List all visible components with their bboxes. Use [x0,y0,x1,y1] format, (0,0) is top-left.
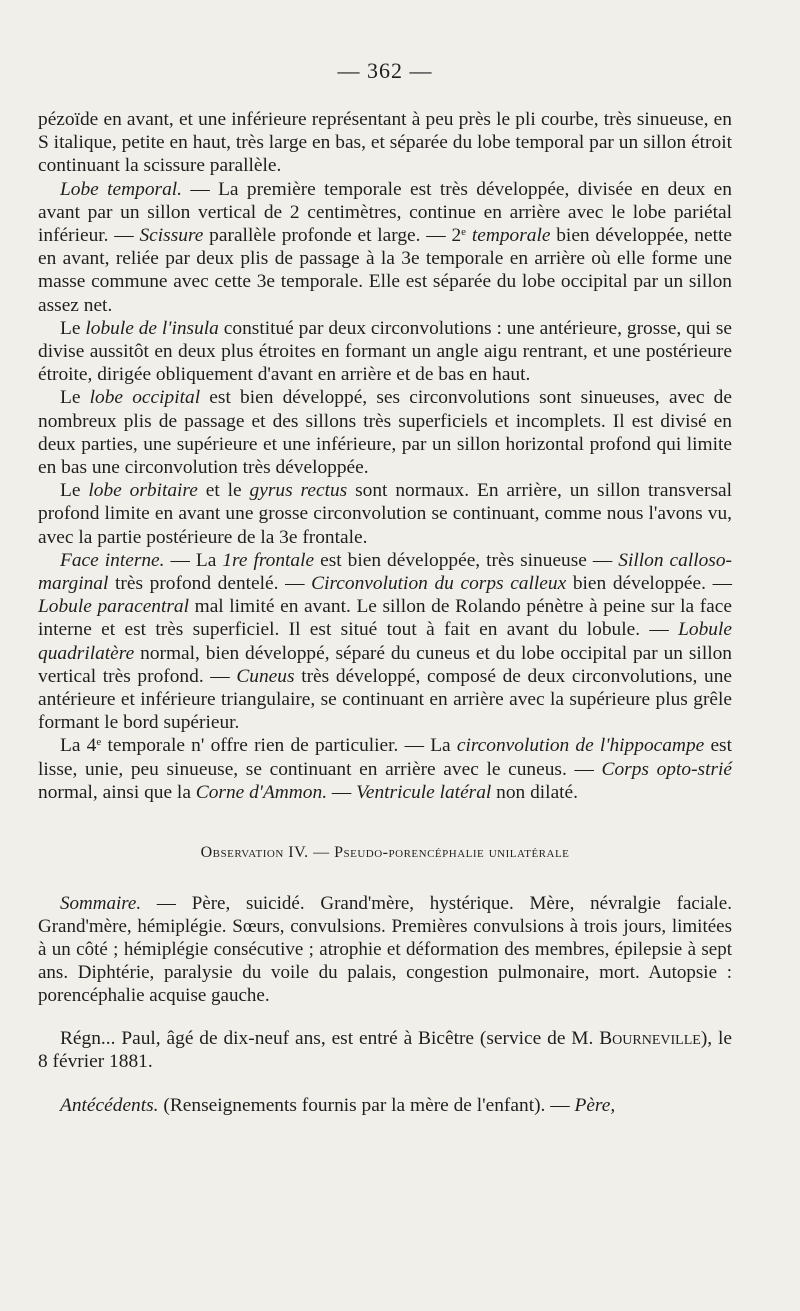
paragraph-temporale-4: La 4e temporale n' offre rien de particulier. — La circonvolution de l'hippocampe est lisse, unie, peu sinueuse, se continuant en arrière avec le cuneus. — Corps opto-strié normal, ainsi que la Corne d'Ammon. — Ventricule latéral non dilaté. [38,735,733,803]
paragraph-sommaire: Sommaire. — Père, suicidé. Grand'mère, hystérique. Mère, névralgie faciale. Grand'mère, hémiplégie. Sœurs, convulsions. Premières convulsions à trois jours, limitées à un côté ; hémiplégie consécutive ; atrophie et déformation des membres, épilepsie à sept ans. Diphtérie, paralysie du voile du palais, congestion pulmonaire, mort. Autopsie : porencéphalie acquise gauche. [38,893,732,1007]
term-temporale: temporale [466,225,551,247]
term-frontale: 1re frontale [222,549,315,571]
paragraph-patient-entry: Régn... Paul, âgé de dix-neuf ans, est entré à Bicêtre (service de M. Bourneville), le 8 février 1881. [38,1028,733,1073]
term-ventricule-lateral: Ventricule latéral [356,781,492,803]
paragraph-insula: Le lobule de l'insula constitué par deux circonvolutions : une antérieure, grosse, qui se divise aussitôt en deux plus étroites en formant un angle aigu rentrant, et une postérieure étroite, dirigée obliquement d'avant en arrière et de bas en haut. [38,317,732,386]
term-scissure: Scissure [139,225,204,247]
term-lobe-temporal: Lobe temporal. [60,178,182,200]
term-corne-ammon: Corne d'Ammon. [195,781,328,803]
term-hippocampe: circonvolution de l'hippocampe [456,735,705,757]
term-sommaire: Sommaire. [60,893,142,915]
term-corps-opto-strie: Corps opto-strié [601,758,733,780]
term-circonvolution-corps-calleux: Circonvolution du corps calleux [311,573,567,595]
paragraph-continuation: pézoïde en avant, et une inférieure représentant à peu près le pli courbe, très sinueuse, en S italique, petite en haut, très large en bas, et séparée du lobe temporal par un sillon étroit continuant la scissure parallèle. [38,109,732,177]
paragraph-lobe-orbitaire: Le lobe orbitaire et le gyrus rectus sont normaux. En arrière, un sillon transversal profond limite en avant une grosse circonvolution se continuant, comme nous l'avons vu, avec la partie postérieure de la 3e frontale. [38,480,733,548]
paragraph-lobe-temporal: Lobe temporal. — La première temporale est très développée, divisée en deux en avant par un sillon vertical de 2 centimètres, continue en arrière avec le lobe pariétal inférieur. — Scissure parallèle profonde et large. — 2e temporale bien développée, nette en avant, reliée par deux plis de passage à la 3e temporale en arrière où elle forme une masse commune avec cette 3e temporale. Elle est séparée du lobe occipital par un sillon assez net. [38,178,732,316]
term-lobe-occipital: lobe occipital [89,387,201,409]
paragraph-lobe-occipital: Le lobe occipital est bien développé, ses circonvolutions sont sinueuses, avec de nombreux plis de passage et des sillons très superficiels et incomplets. Il est divisé en deux parties, une supérieure et une inférieure, par un sillon horizontal profond qui limite en bas une circonvolution très développée. [38,387,732,479]
term-pere: Père, [574,1094,616,1116]
term-sillon-calloso-marginal: Sillon calloso-marginal [38,549,732,595]
term-gyrus-rectus: gyrus rectus [249,480,348,502]
term-lobule-quadrilatere: Lobule quadrilatère [38,619,732,664]
paragraph-antecedents: Antécédents. (Renseignements fournis par la mère de l'enfant). — Père, [60,1094,616,1116]
paragraph-face-interne: Face interne. — La 1re frontale est bien développée, très sinueuse — Sillon calloso-marginal très profond dentelé. — Circonvolution du corps calleux bien développée. — Lobule paracentral mal limité en avant. Le sillon de Rolando pénètre à peine sur la face interne et est très superficiel. Il est situé tout à fait en avant du lobule. — Lobule quadrilatère normal, bien développé, séparé du cuneus et du lobe occipital par un sillon vertical très profond. — Cuneus très développé, composé de deux circonvolutions, une antérieure et inférieure triangulaire, se continuant en arrière avec la supérieure plus grêle formant le bord supérieur. [38,549,732,734]
term-lobule-paracentral: Lobule paracentral [38,596,190,618]
term-face-interne: Face interne. [60,549,165,571]
term-lobule-insula: lobule de l'insula [85,317,219,339]
name-bourneville: Bourneville [599,1028,701,1050]
term-antecedents: Antécédents. [60,1094,159,1116]
term-lobe-orbitaire: lobe orbitaire [88,480,198,502]
observation-heading: Observation IV. — Pseudo-porencéphalie unilatérale [200,844,570,862]
page-number: — 362 — [337,58,433,83]
term-cuneus: Cuneus [236,665,295,687]
